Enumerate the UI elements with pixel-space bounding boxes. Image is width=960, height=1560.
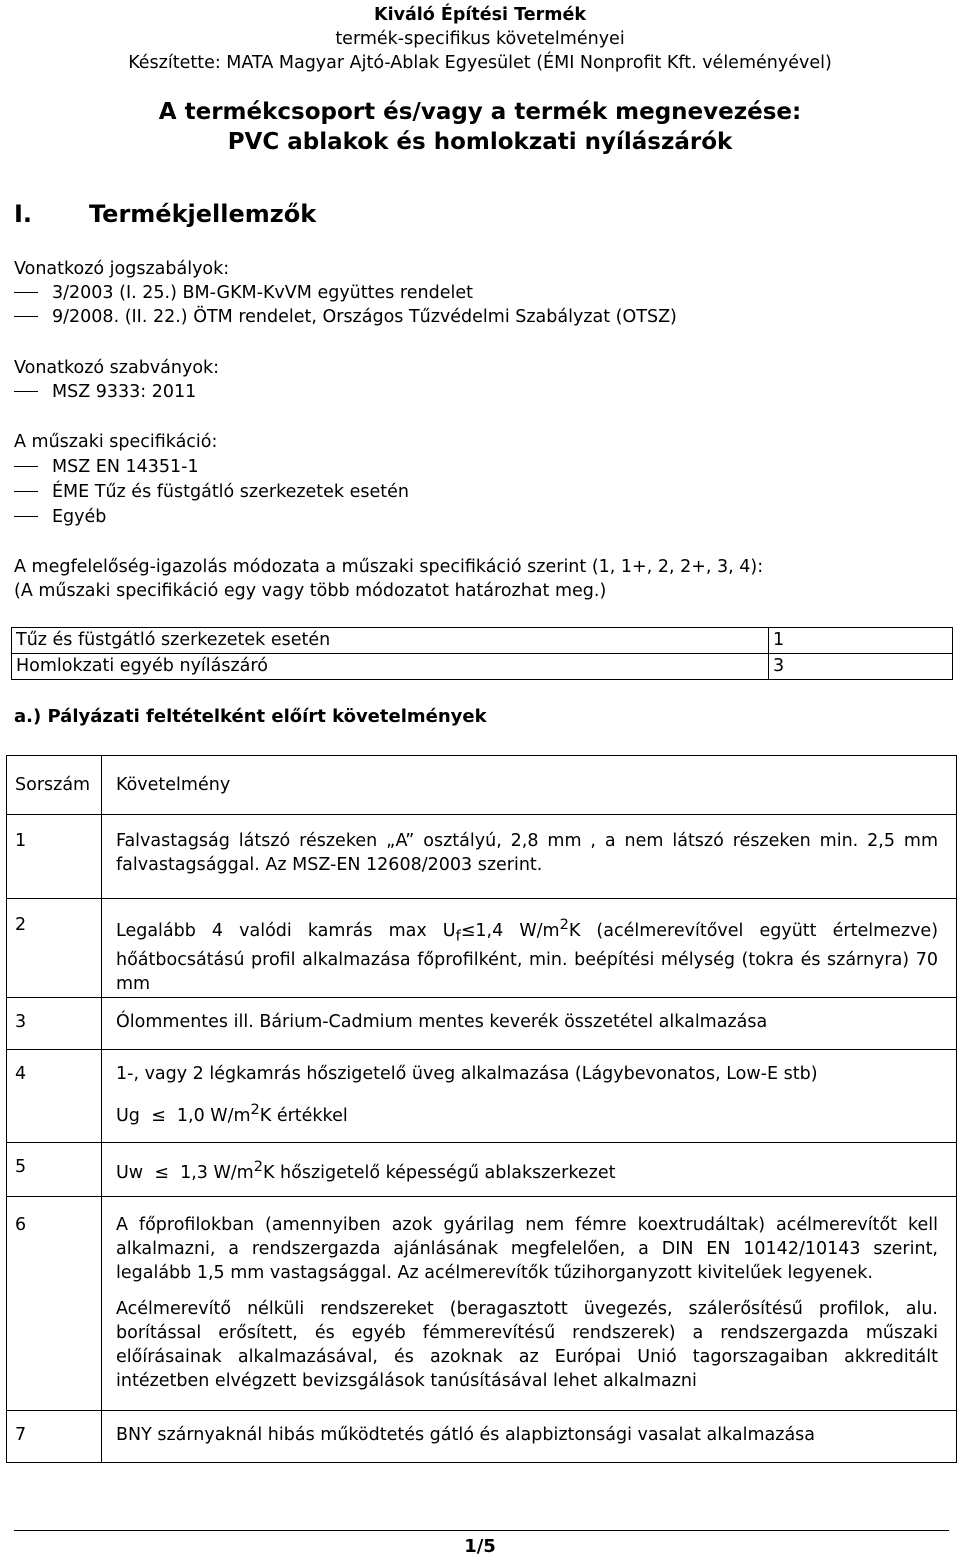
header-title: Kiváló Építési Termék	[374, 5, 586, 25]
dash-bullet	[14, 391, 38, 392]
regulation-text: 3/2003 (I. 25.) BM-GKM-KvVM együttes rendelet	[52, 283, 473, 303]
table-row	[7, 1050, 957, 1143]
table-row	[12, 654, 953, 680]
regulation-text: 9/2008. (II. 22.) ÖTM rendelet, Országos Tűzvédelmi Szabályzat (OTSZ)	[52, 307, 677, 327]
table-row	[7, 1197, 957, 1411]
conformity-row-label: Homlokzati egyéb nyílászáró	[12, 654, 769, 680]
header-author: Készítette: MATA Magyar Ajtó-Ablak Egyesület (ÉMI Nonprofit Kft. véleményével)	[128, 53, 832, 73]
dash-bullet	[14, 491, 38, 492]
table-header-row	[7, 756, 957, 815]
section-heading	[14, 200, 316, 228]
column-header-requirement: Követelmény	[102, 756, 957, 815]
row-number: 1	[7, 815, 102, 899]
dash-bullet	[14, 292, 38, 293]
tech-spec-item	[14, 455, 199, 479]
less-equal-symbol: ≤	[151, 1106, 166, 1127]
dash-bullet	[14, 466, 38, 467]
conformity-row-value: 3	[769, 654, 953, 680]
row-number: 7	[7, 1411, 102, 1463]
row-number: 2	[7, 899, 102, 998]
dash-bullet	[14, 316, 38, 317]
conformity-row-value: 1	[769, 628, 953, 654]
requirements-heading: a.) Pályázati feltételként előírt követelmények	[14, 706, 487, 727]
row-number: 6	[7, 1197, 102, 1411]
row-number: 5	[7, 1143, 102, 1197]
requirement-text: Uw ≤ 1,3 $W/m^2K$ hőszigetelő képességű ablakszerkezet	[102, 1143, 957, 1197]
regulation-item	[14, 281, 473, 305]
row-number: 3	[7, 998, 102, 1050]
requirement-text: 1-, vagy 2 légkamrás hőszigetelő üveg alkalmazása (Lágybevonatos, Low-E stb) Ug ≤ 1,0 $W/m^2K$ értékkel	[102, 1050, 957, 1143]
section-title: Termékjellemzők	[89, 200, 317, 228]
table-row	[12, 628, 953, 654]
conformity-text: A megfelelőség-igazolás módozata a műszaki specifikáció szerint (1, 1+, 2, 2+, 3, 4):	[14, 557, 764, 577]
header-subtitle: termék-specifikus követelményei	[335, 29, 625, 49]
row-number: 4	[7, 1050, 102, 1143]
tech-spec-item	[14, 480, 409, 504]
requirement-text: Falvastagság látszó részeken „A” osztályú, 2,8 mm , a nem látszó részeken min. 2,5 mm falvastagsággal. Az MSZ-EN 12608/2003 szerint.	[102, 815, 957, 899]
standards-label: Vonatkozó szabványok:	[14, 358, 220, 378]
table-row	[7, 899, 957, 998]
tech-spec-label: A műszaki specifikáció:	[14, 432, 218, 452]
conformity-note: (A műszaki specifikáció egy vagy több módozatot határozhat meg.)	[14, 581, 607, 601]
table-row	[7, 998, 957, 1050]
table-row	[7, 815, 957, 899]
dash-bullet	[14, 516, 38, 517]
regulations-label: Vonatkozó jogszabályok:	[14, 259, 230, 279]
requirements-table	[6, 755, 957, 1463]
standard-item	[14, 380, 196, 404]
requirement-text: BNY szárnyaknál hibás működtetés gátló és alapbiztonsági vasalat alkalmazása	[102, 1411, 957, 1463]
standard-text: MSZ 9333: 2011	[52, 382, 197, 402]
requirement-text: Legalább 4 valódi kamrás $\max U_f\le 1,4$ $W/m^2K$ (acélmerevítővel együtt értelmezve) hőátbocsátású profil alkalmazása főprofilként, min. beépítési mélység (tokra és szárnyra) 70 mm	[102, 899, 957, 998]
requirement-text: A főprofilokban (amennyiben azok gyárilag nem fémre koextrudáltak) acélmerevítőt kell alkalmazni, a rendszergazda ajánlásának megfelelően, a DIN EN 10142/10143 szerint, legalább 1,5 mm vastagsággal. Az acélmerevítők tűzihorganyzott kivitelűek legyenek. Acélmerevítő nélküli rendszereket (beragasztott üvegezés, szálerősítésű profilok, alu. borítással erősített, és egyéb fémmerevítésű rendszerek) a rendszergazda műszaki előírásainak alkalmazásával, és azoknak az Európai Unió tagorszagaiban akkreditált intézetben elvégzett bevizsgálások tanúsításával lehet alkalmazni	[102, 1197, 957, 1411]
tech-spec-text: ÉME Tűz és füstgátló szerkezetek esetén	[52, 482, 409, 502]
product-group-name: PVC ablakok és homlokzati nyílászárók	[227, 129, 733, 155]
column-header-number: Sorszám	[7, 756, 102, 815]
product-group-label: A termékcsoport és/vagy a termék megnevezése:	[158, 99, 802, 125]
table-row	[7, 1143, 957, 1197]
tech-spec-text: MSZ EN 14351-1	[52, 457, 199, 477]
table-row	[7, 1411, 957, 1463]
conformity-table	[11, 627, 953, 680]
less-equal-symbol: ≤	[460, 920, 476, 941]
footer-divider	[14, 1530, 949, 1531]
requirement-text: Ólommentes ill. Bárium-Cadmium mentes keverék összetétel alkalmazása	[102, 998, 957, 1050]
tech-spec-text: Egyéb	[52, 507, 107, 527]
section-number: I.	[14, 200, 33, 228]
page-number: 1/5	[464, 1536, 496, 1557]
less-equal-symbol: ≤	[154, 1163, 169, 1184]
regulation-item	[14, 305, 677, 329]
tech-spec-item	[14, 505, 106, 529]
conformity-row-label: Tűz és füstgátló szerkezetek esetén	[12, 628, 769, 654]
